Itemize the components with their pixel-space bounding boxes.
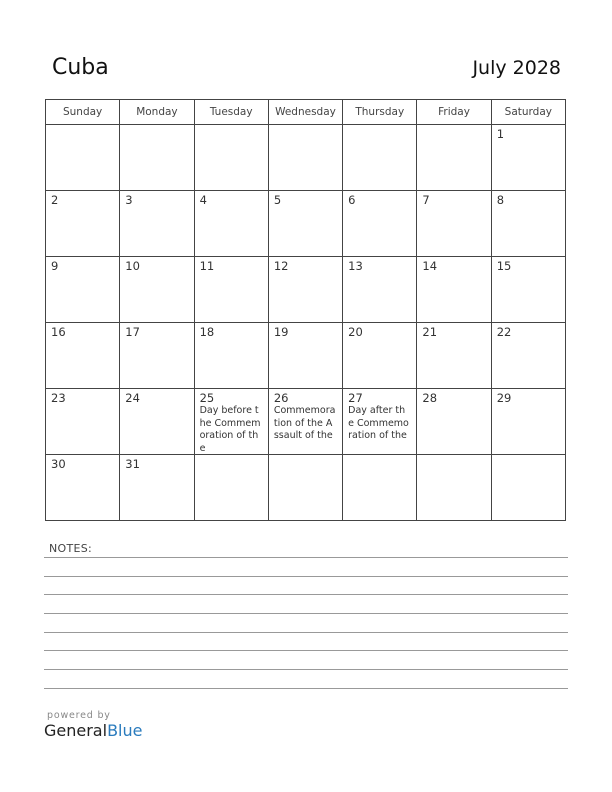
note-line xyxy=(44,669,568,670)
day-cell xyxy=(268,323,342,389)
day-cell xyxy=(491,125,565,191)
day-cell xyxy=(417,191,491,257)
weekday-header: Tuesday xyxy=(194,100,268,125)
day-cell xyxy=(194,257,268,323)
day-number: 18 xyxy=(199,325,215,339)
day-number: 24 xyxy=(125,391,140,405)
country-title: Cuba xyxy=(52,55,109,80)
holiday-label: Day before the Commemoration of the xyxy=(199,405,261,454)
day-number: 23 xyxy=(51,391,66,405)
week-row xyxy=(46,389,566,455)
day-number: 15 xyxy=(496,259,512,273)
day-number: 6 xyxy=(348,193,356,207)
day-cell xyxy=(46,455,120,521)
day-cell xyxy=(268,455,342,521)
day-number: 28 xyxy=(422,391,438,405)
weekday-header-row xyxy=(46,100,566,125)
day-cell xyxy=(120,191,194,257)
day-cell xyxy=(120,257,194,323)
day-cell xyxy=(491,389,565,455)
day-cell xyxy=(194,125,268,191)
day-number: 27 xyxy=(348,391,363,405)
weekday-header: Friday xyxy=(417,100,491,125)
day-number: 20 xyxy=(348,325,363,339)
day-cell xyxy=(491,257,565,323)
weekday-header: Thursday xyxy=(343,100,417,125)
brand-logo xyxy=(44,721,142,740)
day-number: 3 xyxy=(125,193,133,207)
day-cell xyxy=(194,323,268,389)
day-cell xyxy=(343,191,417,257)
notes-label: NOTES: xyxy=(49,542,93,555)
note-line xyxy=(44,576,568,577)
day-number: 22 xyxy=(496,325,512,339)
day-cell xyxy=(491,455,565,521)
day-number: 17 xyxy=(125,325,140,339)
day-cell xyxy=(46,257,120,323)
day-number: 19 xyxy=(273,325,289,339)
week-row xyxy=(46,323,566,389)
day-cell xyxy=(268,125,342,191)
day-cell xyxy=(343,257,417,323)
day-cell xyxy=(268,389,342,455)
day-number: 7 xyxy=(422,193,430,207)
weekday-header: Monday xyxy=(120,100,194,125)
weekday-header: Wednesday xyxy=(268,100,342,125)
day-cell xyxy=(417,389,491,455)
holiday-label: Day after the Commemoration of the xyxy=(348,405,409,441)
week-row xyxy=(46,125,566,191)
day-cell xyxy=(491,191,565,257)
day-cell xyxy=(417,323,491,389)
month-year-title: July 2028 xyxy=(472,57,561,79)
note-line xyxy=(44,557,568,558)
day-number: 13 xyxy=(348,259,363,273)
note-line xyxy=(44,688,568,689)
day-cell xyxy=(343,455,417,521)
note-line xyxy=(44,613,568,614)
day-number: 29 xyxy=(496,391,512,405)
day-cell xyxy=(491,323,565,389)
day-number: 12 xyxy=(273,259,289,273)
brand-general: General xyxy=(44,721,108,740)
powered-by-text: powered by xyxy=(47,710,111,721)
day-cell xyxy=(194,455,268,521)
day-number: 31 xyxy=(125,457,140,471)
day-number: 8 xyxy=(496,193,505,207)
day-cell xyxy=(417,125,491,191)
day-number: 30 xyxy=(51,457,66,471)
day-number: 11 xyxy=(199,259,215,273)
note-line xyxy=(44,650,568,651)
day-cell xyxy=(194,191,268,257)
day-cell xyxy=(46,323,120,389)
day-number: 14 xyxy=(422,259,438,273)
week-row xyxy=(46,191,566,257)
calendar-body xyxy=(46,125,566,521)
day-cell xyxy=(268,191,342,257)
day-number: 4 xyxy=(199,193,207,207)
day-number: 5 xyxy=(273,193,282,207)
day-number: 21 xyxy=(422,325,438,339)
calendar-grid xyxy=(45,99,566,521)
holiday-label: Commemoration of the Assault of the xyxy=(273,405,336,441)
day-number: 16 xyxy=(51,325,66,339)
day-cell xyxy=(343,323,417,389)
day-number: 26 xyxy=(273,391,289,405)
day-cell xyxy=(46,125,120,191)
day-number: 10 xyxy=(125,259,140,273)
day-cell xyxy=(268,257,342,323)
day-cell xyxy=(120,125,194,191)
weekday-header: Sunday xyxy=(46,100,120,125)
note-line xyxy=(44,594,568,595)
day-number: 1 xyxy=(496,127,505,141)
day-cell xyxy=(120,323,194,389)
day-cell xyxy=(120,455,194,521)
weekday-header: Saturday xyxy=(491,100,565,125)
day-cell xyxy=(46,389,120,455)
note-line xyxy=(44,632,568,633)
day-cell xyxy=(46,191,120,257)
day-cell xyxy=(343,125,417,191)
week-row xyxy=(46,257,566,323)
day-cell xyxy=(417,257,491,323)
day-cell xyxy=(120,389,194,455)
day-number: 25 xyxy=(199,391,215,405)
day-number: 2 xyxy=(51,193,59,207)
brand-blue: Blue xyxy=(107,721,143,740)
day-cell xyxy=(194,389,268,455)
week-row xyxy=(46,455,566,521)
day-cell xyxy=(417,455,491,521)
day-cell xyxy=(343,389,417,455)
day-number: 9 xyxy=(51,259,59,273)
